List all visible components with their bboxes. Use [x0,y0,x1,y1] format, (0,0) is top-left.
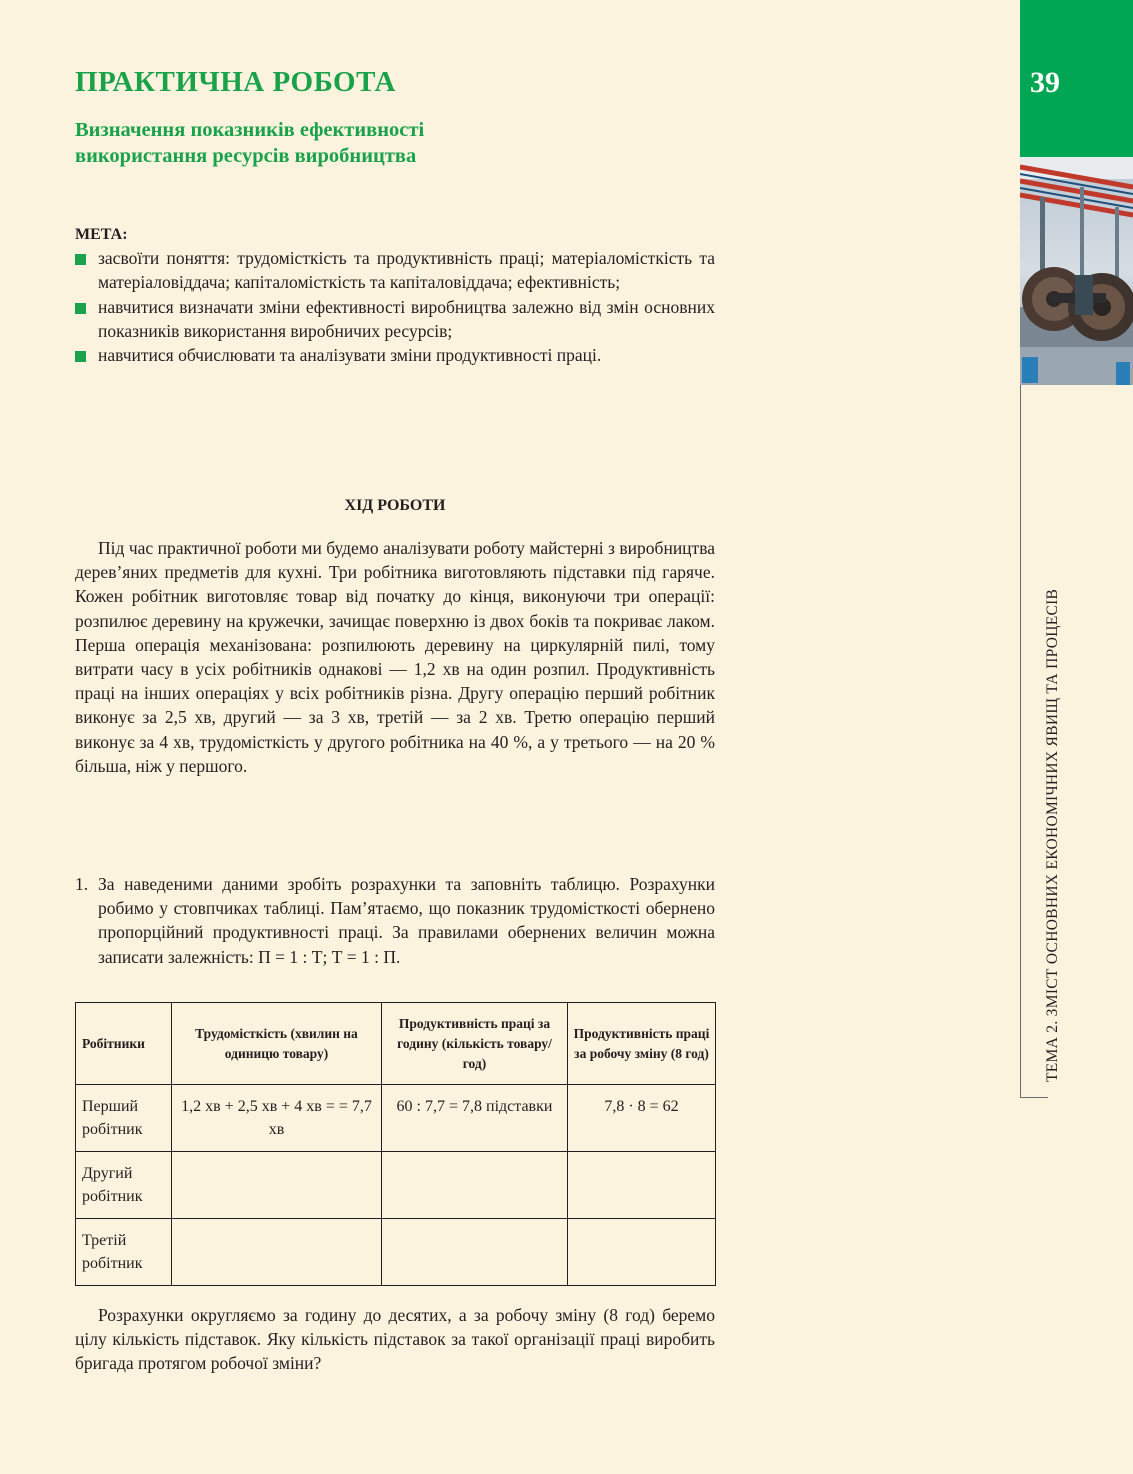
page-number-tab [1020,0,1133,157]
table-cell: 7,8 · 8 = 62 [568,1085,716,1152]
sidebar-rule [1020,385,1021,1098]
subtitle-line: Визначення показників ефективності [75,119,425,141]
row-header: Другий робітник [76,1152,172,1219]
productivity-table [75,1002,715,1286]
section-heading: ХІД РОБОТИ [344,497,446,514]
column-header: Продуктивність праці за робочу зміну (8 год) [568,1003,716,1085]
factory-wheelset-photo [1020,157,1133,385]
column-header: Трудомісткість (хвилин на одиницю товару) [172,1003,382,1085]
table-cell [382,1152,568,1219]
page-subtitle [75,117,424,169]
task-text: За наведеними даними зробіть розрахунки та заповніть таблицю. Розрахунки робимо у стовпчиках таблиці. Пам’ятаємо, що показник трудомісткості обернено пропорційний продуктивності праці. За правилами обернених величин можна записати залежність: П = 1 : Т; Т = 1 : П. [98,874,715,967]
square-bullet-icon [75,351,86,362]
table-cell [172,1219,382,1286]
final-paragraph: Розрахунки округляємо за годину до десятих, а за робочу зміну (8 год) беремо цілу кількість підставок. Яку кількість підставок за такої організації праці виробить бригада протягом робочої зміни? [75,1305,715,1374]
goal-item [75,295,715,344]
sidebar-rule-tick [1020,1097,1048,1098]
subtitle-line: використання ресурсів виробництва [75,145,417,167]
goal-list [75,246,715,367]
factory-photo-illustration [1020,157,1133,385]
topic-caption: ТЕМА 2. ЗМІСТ ОСНОВНИХ ЕКОНОМІЧНИХ ЯВИЩ ТА ПРОЦЕСІВ [1044,588,1061,1082]
task-number: 1. [75,874,89,894]
table-row [76,1085,716,1152]
page-title: ПРАКТИЧНА РОБОТА [75,66,396,98]
table-cell [172,1152,382,1219]
goal-item [75,343,715,367]
square-bullet-icon [75,254,86,265]
page-number: 39 [1030,66,1060,99]
column-header: Продуктивність праці за годину (кількість товару/год) [382,1003,568,1085]
task-item [75,872,715,969]
intro-paragraph: Під час практичної роботи ми будемо аналізувати роботу майстерні з виробництва дерев’яних предметів для кухні. Три робітника виготовляють підставки під гаряче. Кожен робітник виготовляє товар від початку до кінця, виконуючи три операції: розпилює деревину на кружечки, зачищає поверхню із двох боків та покриває лаком. Перша операція механізована: розпилюють деревину на циркулярній пилі, тому витрати часу в усіх робітників однакові — 1,2 хв на один розпил. Продуктивність праці на інших операціях у всіх робітників різна. Другу операцію перший робітник виконує за 2,5 хв, другий — за 3 хв, третій — за 2 хв. Третю операцію перший виконує за 4 хв, трудомісткість у другого робітника на 40 %, а у третього — на 20 % більша, ніж у першого. [75,538,715,776]
table-cell: 1,2 хв + 2,5 хв + 4 хв = = 7,7 хв [172,1085,382,1152]
row-header: Перший робітник [76,1085,172,1152]
table-header-row [76,1003,716,1085]
goal-item-text: навчитися обчислювати та аналізувати зміни продуктивності праці. [98,345,602,366]
goal-item [75,246,715,295]
table-cell [568,1152,716,1219]
table-cell [382,1219,568,1286]
table-row [76,1219,716,1286]
table-row [76,1152,716,1219]
table-cell: 60 : 7,7 = 7,8 підставки [382,1085,568,1152]
goal-heading: МЕТА: [75,226,128,243]
column-header: Робітники [76,1003,172,1085]
square-bullet-icon [75,303,86,314]
goal-item-text: засвоїти поняття: трудомісткість та продуктивність праці; матеріаломісткість та матеріаловіддача; капіталомісткість та капіталовіддача; ефективність; [98,248,715,293]
table-cell [568,1219,716,1286]
row-header: Третій робітник [76,1219,172,1286]
goal-item-text: навчитися визначати зміни ефективності виробництва залежно від змін основних показників використання виробничих ресурсів; [98,296,715,341]
